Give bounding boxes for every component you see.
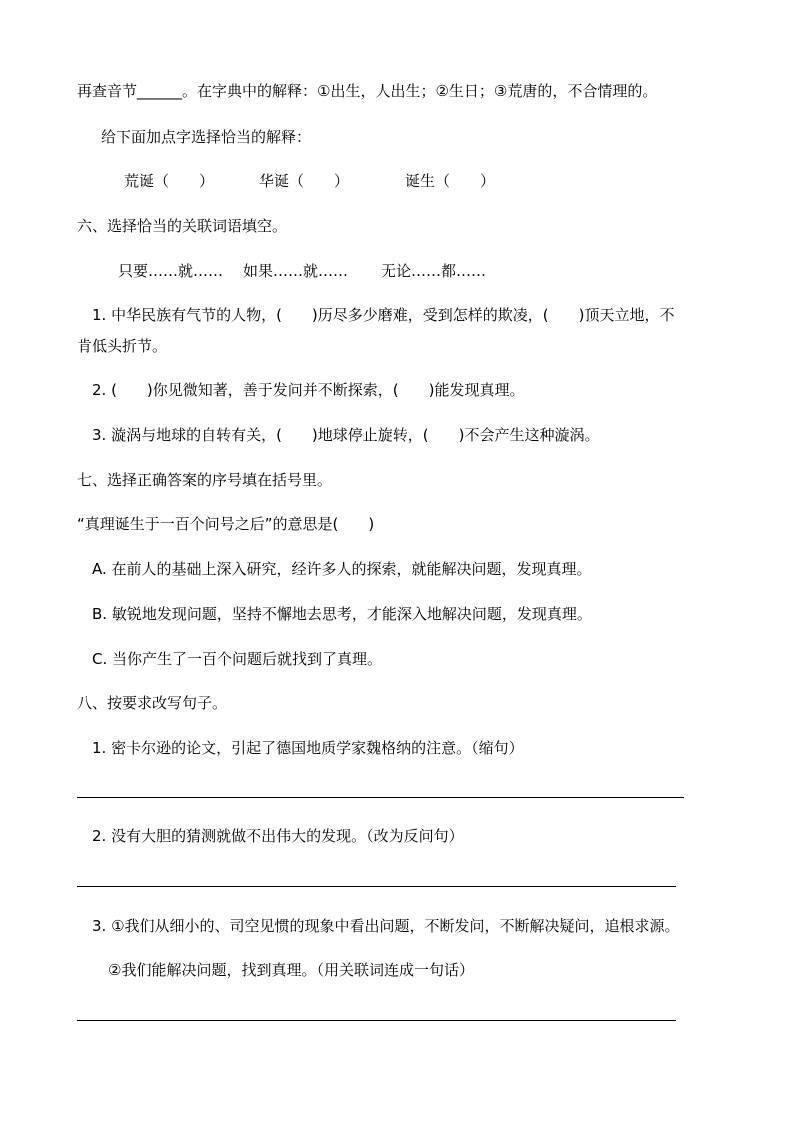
conjunction-option-1: 只要……就…… — [118, 262, 224, 280]
question-seven-stem: “真理诞生于一百个问号之后”的意思是( ) — [77, 515, 375, 533]
question-six-2: 2. ( )你见微知著，善于发问并不断探索，( )能发现真理。 — [92, 381, 525, 399]
option-c: C. 当你产生了一百个问题后就找到了真理。 — [92, 650, 383, 668]
option-b: B. 敏锐地发现问题，坚持不懈地去思考，才能深入地解决问题，发现真理。 — [92, 605, 592, 623]
word-dansheng: 诞生（ ） — [405, 172, 496, 190]
question-eight-3: 3. ①我们从细小的、司空见惯的现象中看出问题，不断发问，不断解决疑问，追根求源。 — [92, 917, 680, 935]
answer-line-1[interactable] — [77, 797, 684, 798]
instruction-choose-meaning: 给下面加点字选择恰当的解释： — [101, 128, 312, 146]
answer-line-2[interactable] — [77, 886, 676, 887]
question-six-3: 3. 漩涡与地球的自转有关，( )地球停止旋转，( )不会产生这种漩涡。 — [92, 426, 600, 444]
option-a: A. 在前人的基础上深入研究，经许多人的探索，就能解决问题，发现真理。 — [92, 560, 592, 578]
answer-line-3[interactable] — [77, 1020, 676, 1021]
conjunction-option-2: 如果……就…… — [243, 262, 349, 280]
question-eight-1: 1. 密卡尔逊的论文，引起了德国地质学家魏格纳的注意。（缩句） — [92, 739, 524, 757]
question-eight-2: 2. 没有大胆的猜测就做不出伟大的发现。（改为反问句） — [92, 827, 464, 845]
section-seven-heading: 七、选择正确答案的序号填在括号里。 — [77, 471, 333, 489]
question-six-1: 1. 中华民族有气节的人物，( )历尽多少磨难，受到怎样的欺凌，( )顶天立地，不 — [92, 306, 675, 324]
word-huangdan: 荒诞（ ） — [124, 172, 215, 190]
section-six-heading: 六、选择恰当的关联词语填空。 — [77, 217, 288, 235]
section-eight-heading: 八、按要求改写句子。 — [77, 694, 228, 712]
question-six-1-cont: 肯低头折节。 — [77, 337, 168, 355]
question-eight-3-cont: ②我们能解决问题，找到真理。（用关联词连成一句话） — [108, 961, 474, 979]
word-huadan: 华诞（ ） — [259, 172, 350, 190]
dictionary-explanation-line: 再查音节______。在字典中的解释：①出生，人出生；②生日；③荒唐的，不合情理的。 — [77, 82, 658, 100]
conjunction-option-3: 无论……都…… — [381, 262, 487, 280]
